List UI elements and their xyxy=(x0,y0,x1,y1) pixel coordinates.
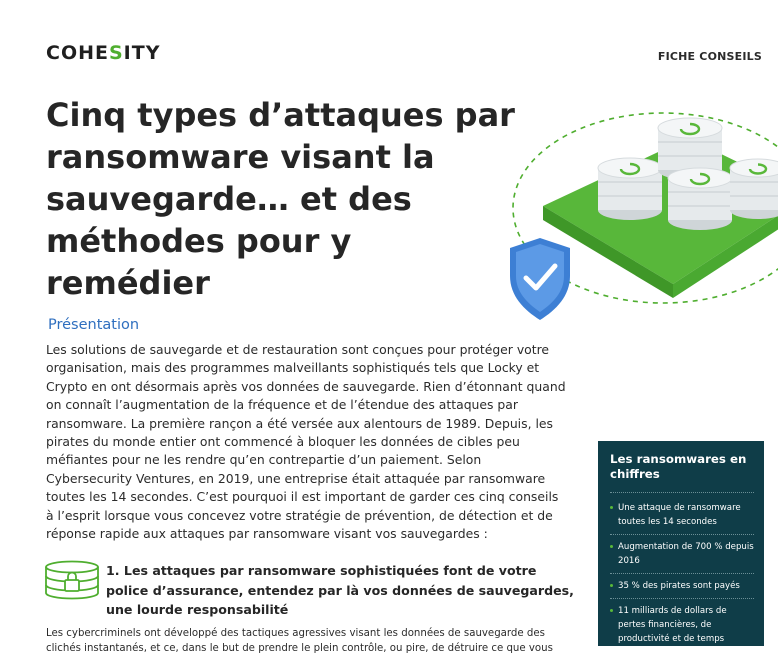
stat-item: Augmentation de 700 % depuis 2016 xyxy=(610,540,754,568)
tip-1-body: Les cybercriminels ont développé des tactiques agressives visant les données de sauvegarde des clichés instantanés, et ce, dans le but de prendre le plein contrôle, ou pire, de détruire ce que vous xyxy=(46,628,553,654)
page-title: Cinq types d’attaques par ransomware visant la sauvegarde… et des méthodes pour y remédier xyxy=(46,96,515,302)
database-lock-icon xyxy=(44,560,100,600)
stat-divider xyxy=(610,598,754,599)
presentation-heading: Présentation xyxy=(48,317,140,333)
tip-1-title: 1. Les attaques par ransomware sophistiquées font de votre police d’assurance, entendez par là vos données de sauvegardes, une lourde responsabilité xyxy=(106,563,574,618)
stat-divider xyxy=(610,534,754,535)
ransomware-stats-sidebar xyxy=(598,441,764,658)
sidebar-divider xyxy=(610,492,754,493)
backup-disks-shield-icon xyxy=(508,98,778,328)
cohesity-logo: COHESITY xyxy=(46,42,161,64)
document-type-label: FICHE CONSEILS xyxy=(657,50,762,63)
presentation-body: Les solutions de sauvegarde et de restauration sont conçues pour protéger votre organisation, mais des programmes malveillants sophistiqués tels que Locky et Crypto en ont désormais après vos données de sauvegarde. Rien d’étonnant quand on connaît l’augmentation de la fréquence et de l’étendue des attaques par ransomware. La première rançon a été versée aux alentours de 1989. Depuis, les pirates du monde entier ont commencé à bloquer les données de cibles peu méfiantes pour ne les rendre qu’en contrepartie d’un paiement. Selon Cybersecurity Ventures, en 2019, une entreprise était attaquée par ransomware toutes les 14 secondes. C’est pourquoi il est important de garder ces cinq conseils à l’esprit lorsque vous concevez votre stratégie de prévention, de détection et de réponse rapide aux attaques par ransomware visant vos sauvegardes : xyxy=(46,342,566,542)
sidebar-title: Les ransomwares en chiffres xyxy=(610,452,747,481)
stat-item: Une attaque de ransomware toutes les 14 secondes xyxy=(610,501,754,529)
stat-item: 35 % des pirates sont payés xyxy=(610,579,754,593)
stat-divider xyxy=(610,573,754,574)
stat-item: 11 milliards de dollars de pertes financières, de productivité et de temps d’arrêt ! xyxy=(610,604,754,660)
